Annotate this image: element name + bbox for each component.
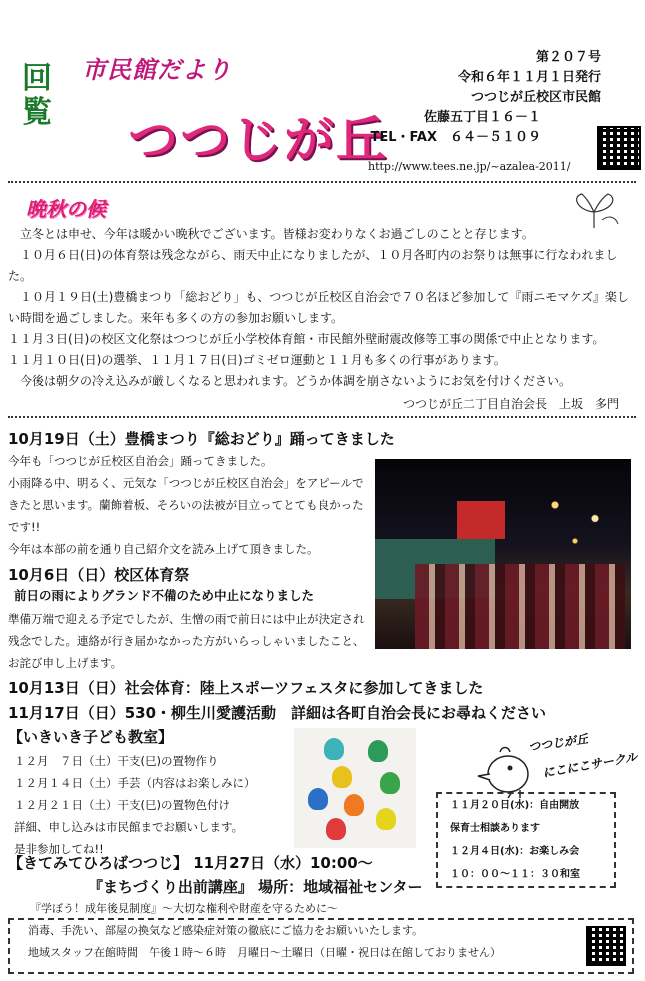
kids-item: １２月２１日（土）干支(巳)の置物色付け: [14, 798, 230, 812]
signature: つつじが丘二丁目自治会長 上坂 多門: [402, 397, 619, 411]
matsuri-heading: 10月19日（土）豊橋まつり『総おどり』踊ってきました: [8, 430, 395, 448]
kairan-mark: [18, 62, 56, 130]
kids-item: １２月１４日（土）手芸（内容はお楽しみに）: [14, 776, 256, 790]
event-heading-2: 11月17日（日）530・柳生川愛護活動 詳細は各町自治会長にお尋ねください: [8, 704, 547, 722]
qr-code-header[interactable]: [597, 126, 641, 170]
circle-schedule-box: [436, 792, 616, 888]
sports-heading: 10月6日（日）校区体育祭: [8, 566, 190, 584]
divider-top: [8, 181, 636, 183]
tel-fax: TEL・FAX ６４－５１０９: [370, 130, 541, 145]
figurine: [308, 788, 328, 810]
sports-subheading: 前日の雨によりグランド不備のため中止になりました: [14, 588, 315, 603]
matsuri-text: [8, 450, 370, 560]
figurine: [332, 766, 352, 788]
footer-line-2: 地域スタッフ在館時間 午後１時～６時 月曜日～土曜日（日曜・祝日は在館しておりません）: [28, 946, 501, 959]
circle-item: １１月２０日(水)：自由開放: [450, 800, 580, 811]
intro-line: １１月１０日(日)の選挙、１１月１７日(日)ゴミゼロ運動と１１月も多くの行事があります。: [8, 353, 506, 367]
matsuri-line: 今年も「つつじが丘校区自治会」踊ってきました。: [8, 454, 273, 468]
hiroba-heading: 【きてみてひろばつつじ】 11月27日（水）10:00～: [8, 854, 373, 872]
festival-photo: [375, 459, 631, 649]
event-heading-1: 10月13日（日）社会体育：陸上スポーツフェスタに参加してきました: [8, 679, 484, 697]
footer-line-1: 消毒、手洗い、部屋の換気など感染症対策の徹底にご協力をお願いいたします。: [28, 924, 424, 937]
publisher: つつじが丘校区市民館: [470, 90, 601, 105]
bird-mascot-icon: [476, 742, 536, 798]
matsuri-line: 今年は本部の前を通り自己紹介文を読み上げて頂きました。: [8, 542, 319, 556]
circle-item: １０：００～１１：３０和室: [450, 869, 580, 880]
intro-text: [8, 224, 636, 392]
matsuri-line: 小雨降る中、明るく、元気な「つつじが丘校区自治会」をアピールできたと思います。蘭飾着板、そろいの法被が目立ってとても良かったです!!: [8, 476, 364, 534]
intro-line: 立冬とは申せ、今年は暖かい晩秋でございます。皆様お変わりなくお過ごしのことと存じます。: [8, 227, 534, 241]
issue-info: [370, 48, 601, 148]
intro-line: １１月３日(日)の校区文化祭はつつじが丘小学校体育館・市民館外壁耐震改修等工事の関係で中止となります。: [8, 332, 605, 346]
figurine: [368, 740, 388, 762]
figurine: [324, 738, 344, 760]
figurine: [344, 794, 364, 816]
newsletter-title: つつじが丘: [128, 111, 388, 169]
figurine: [380, 772, 400, 794]
intro-line: 今後は朝夕の冷え込みが厳しくなると思われます。どうか体調を崩さないようにお気を付けください。: [8, 374, 572, 388]
issue-date: 令和６年１１月１日発行: [457, 70, 601, 85]
intro-line: １０月６日(日)の体育祭は残念ながら、雨天中止になりましたが、１０月各町内のお祭りは無事に行なわれました。: [8, 248, 618, 283]
hiroba-note: 『学ぼう！成年後見制度』～大切な権利や財産を守るために～: [30, 902, 338, 915]
sports-text: [8, 608, 370, 674]
kids-list: [14, 750, 256, 860]
qr-code-footer[interactable]: [586, 926, 626, 966]
circle-subtitle: にこにこサークル: [541, 749, 639, 781]
snake-figurines-photo: [294, 728, 416, 848]
kairan-char-2: 覧: [22, 95, 52, 130]
footer-notice-box: [8, 918, 634, 974]
issue-number: 第２０７号: [535, 50, 601, 65]
intro-line: １０月１９日(土)豊橋まつり「総おどり」も、つつじが丘校区自治会で７０名ほど参加して『雨ニモマケズ』楽しい時間を過ごしました。来年も多くの方の参加お願いします。: [8, 290, 629, 325]
photo-banner: [457, 501, 505, 539]
divider-mid: [8, 416, 636, 418]
season-heading: 晩秋の候: [26, 197, 106, 221]
circle-item: １２月４日(水)：お楽しみ会: [450, 846, 580, 857]
kairan-char-1: 回: [22, 61, 52, 96]
figurine: [376, 808, 396, 830]
photo-lights: [525, 469, 625, 559]
kids-item: １２月 ７日（土）干支(巳)の置物作り: [14, 754, 219, 768]
kids-item: 是非参加してね!!: [14, 842, 104, 856]
photo-dancers: [415, 564, 625, 649]
website-link[interactable]: http://www.tees.ne.jp/~azalea-2011/: [368, 160, 571, 173]
sports-line: 準備万端で迎える予定でしたが、生憎の雨で前日には中止が決定され残念でした。連絡が行き届かなかった方がいらっしゃいましたこと、お詫び申し上げます。: [8, 612, 365, 670]
figurine: [326, 818, 346, 840]
kids-item: 詳細、申し込みは市民館までお願いします。: [14, 820, 244, 834]
hiroba-subheading: 『まちづくり出前講座』 場所：地域福祉センター: [88, 878, 423, 896]
circle-title: つつじが丘: [527, 731, 589, 755]
kids-heading: 【いきいき子ども教室】: [8, 728, 174, 746]
newsletter-subtitle: 市民館だより: [82, 56, 232, 84]
circle-item: 保育士相談あります: [450, 823, 540, 834]
address: 佐藤五丁目１６－１: [423, 110, 541, 125]
